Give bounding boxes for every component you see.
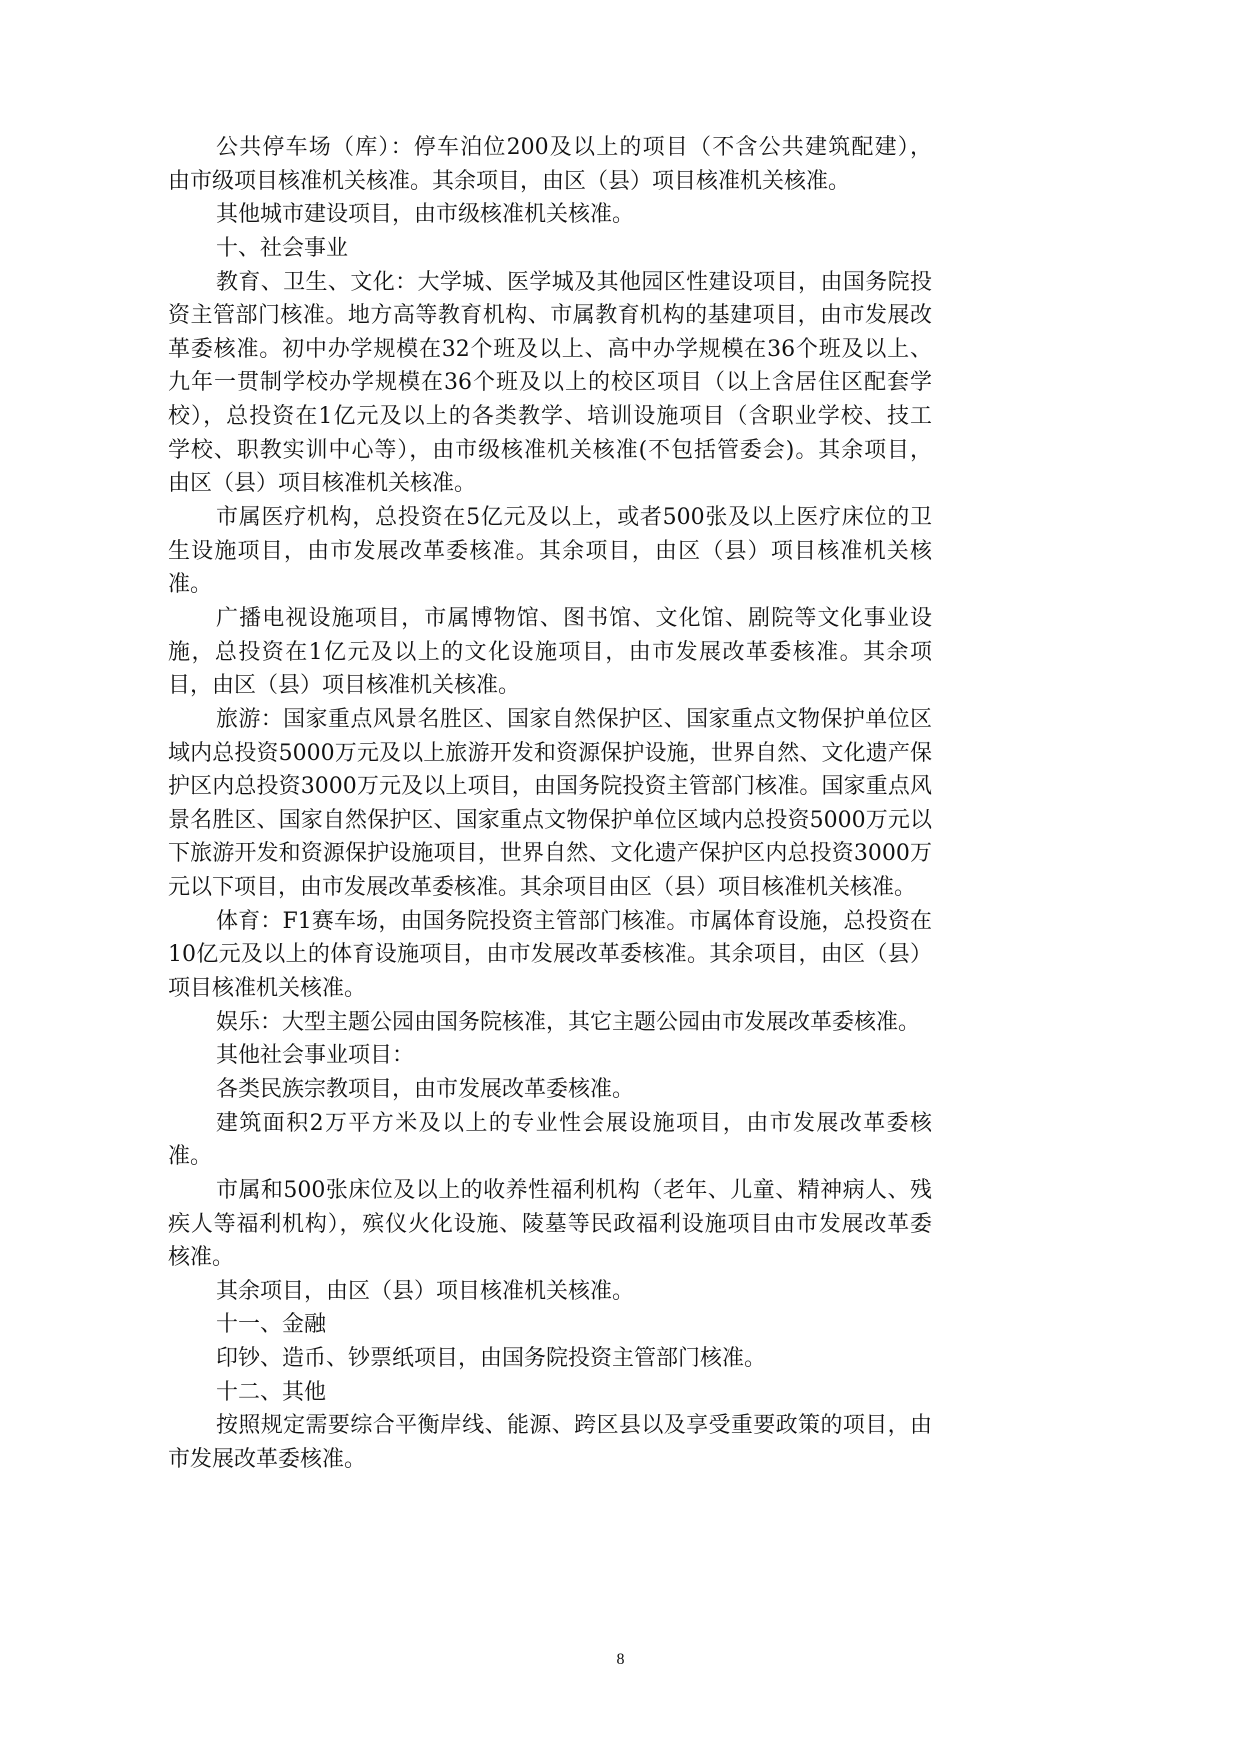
paragraph-line: 建筑面积2万平方米及以上的专业性会展设施项目，由市发展改革委核: [216, 1110, 932, 1136]
paragraph-line: 革委核准。初中办学规模在32个班及以上、高中办学规模在36个班及以上、: [168, 336, 932, 362]
paragraph-line: 景名胜区、国家自然保护区、国家重点文物保护单位区域内总投资5000万元以: [168, 807, 932, 833]
paragraph-line: 九年一贯制学校办学规模在36个班及以上的校区项目（以上含居住区配套学: [168, 370, 932, 396]
paragraph-exhibition: [168, 1107, 932, 1174]
paragraph-line: 公共停车场（库）：停车泊位200及以上的项目（不含公共建筑配建），: [216, 135, 932, 160]
paragraph-line: 疾人等福利机构），殡仪火化设施、陵墓等民政福利设施项目由市发展改革委: [168, 1211, 932, 1237]
paragraph-line: 生设施项目，由市发展改革委核准。其余项目，由区（县）项目核准机关核: [168, 538, 932, 564]
paragraph-line: 护区内总投资3000万元及以上项目，由国务院投资主管部门核准。国家重点风: [168, 774, 932, 800]
paragraph-remaining: [168, 1275, 932, 1309]
paragraph-line: 体育：F1赛车场，由国务院投资主管部门核准。市属体育设施，总投资在: [216, 908, 932, 934]
paragraph-line: 准。: [168, 572, 213, 598]
paragraph-line: 下旅游开发和资源保护设施项目，世界自然、文化遗产保护区内总投资3000万: [168, 841, 932, 867]
paragraph-line: 教育、卫生、文化：大学城、医学城及其他园区性建设项目，由国务院投: [216, 269, 932, 295]
paragraph-line: 市发展改革委核准。: [168, 1446, 367, 1472]
paragraph-welfare: [168, 1174, 932, 1275]
paragraph-line: 市属和500张床位及以上的收养性福利机构（老年、儿童、精神病人、残: [216, 1177, 932, 1203]
section-heading-social: [168, 232, 932, 266]
paragraph-line: 按照规定需要综合平衡岸线、能源、跨区县以及享受重要政策的项目，由: [216, 1413, 932, 1439]
paragraph-line: 印钞、造币、钞票纸项目，由国务院投资主管部门核准。: [216, 1346, 767, 1372]
paragraph-line: 广播电视设施项目，市属博物馆、图书馆、文化馆、剧院等文化事业设: [216, 605, 932, 631]
paragraph-line: 资主管部门核准。地方高等教育机构、市属教育机构的基建项目，由市发展改: [168, 303, 932, 329]
paragraph-line: 娱乐：大型主题公园由国务院核准，其它主题公园由市发展改革委核准。: [216, 1009, 921, 1035]
section-heading: 十、社会事业: [216, 235, 349, 261]
paragraph-line: 核准。: [168, 1245, 235, 1271]
paragraph-line: 旅游：国家重点风景名胜区、国家自然保护区、国家重点文物保护单位区: [216, 706, 932, 732]
paragraph-line: 由区（县）项目核准机关核准。: [168, 471, 477, 497]
paragraph-printing: [168, 1342, 932, 1376]
paragraph-sports: [168, 905, 932, 1006]
paragraph-line: 域内总投资5000万元及以上旅游开发和资源保护设施，世界自然、文化遗产保: [168, 740, 932, 766]
paragraph-line: 10亿元及以上的体育设施项目，由市发展改革委核准。其余项目，由区（县）: [168, 942, 932, 968]
paragraph-line: 其余项目，由区（县）项目核准机关核准。: [216, 1278, 635, 1304]
paragraph-line: 项目核准机关核准。: [168, 976, 367, 1002]
paragraph-tourism: [168, 703, 932, 905]
paragraph-education: [168, 266, 932, 501]
paragraph-line: 元以下项目，由市发展改革委核准。其余项目由区（县）项目核准机关核准。: [168, 875, 917, 901]
paragraph-other-social: [168, 1039, 932, 1073]
paragraph-line: 准。: [168, 1144, 213, 1170]
page-number: 8: [616, 1651, 625, 1668]
paragraph-line: 市属医疗机构，总投资在5亿元及以上，或者500张及以上医疗床位的卫: [216, 505, 932, 531]
body-text: [168, 131, 932, 1477]
section-heading: 十一、金融: [216, 1312, 327, 1338]
paragraph-comprehensive: [168, 1409, 932, 1476]
section-heading-other: [168, 1376, 932, 1410]
paragraph-line: 校），总投资在1亿元及以上的各类教学、培训设施项目（含职业学校、技工: [168, 404, 932, 430]
section-heading: 十二、其他: [216, 1379, 327, 1405]
paragraph-line: 施，总投资在1亿元及以上的文化设施项目，由市发展改革委核准。其余项: [168, 639, 932, 665]
paragraph-broadcast-culture: [168, 602, 932, 703]
paragraph-religion: [168, 1073, 932, 1107]
paragraph-line: 其他城市建设项目，由市级核准机关核准。: [216, 202, 635, 228]
paragraph-line: 其他社会事业项目：: [216, 1043, 415, 1069]
paragraph-line: 目，由区（县）项目核准机关核准。: [168, 673, 521, 699]
section-heading-finance: [168, 1308, 932, 1342]
paragraph-medical: [168, 501, 932, 602]
paragraph-line: 由市级项目核准机关核准。其余项目，由区（县）项目核准机关核准。: [168, 168, 851, 194]
paragraph-public-parking: [168, 131, 932, 198]
paragraph-entertainment: [168, 1006, 932, 1040]
paragraph-line: 各类民族宗教项目，由市发展改革委核准。: [216, 1076, 635, 1102]
paragraph-other-urban: [168, 198, 932, 232]
paragraph-line: 学校、职教实训中心等），由市级核准机关核准(不包括管委会)。其余项目，: [168, 437, 932, 463]
